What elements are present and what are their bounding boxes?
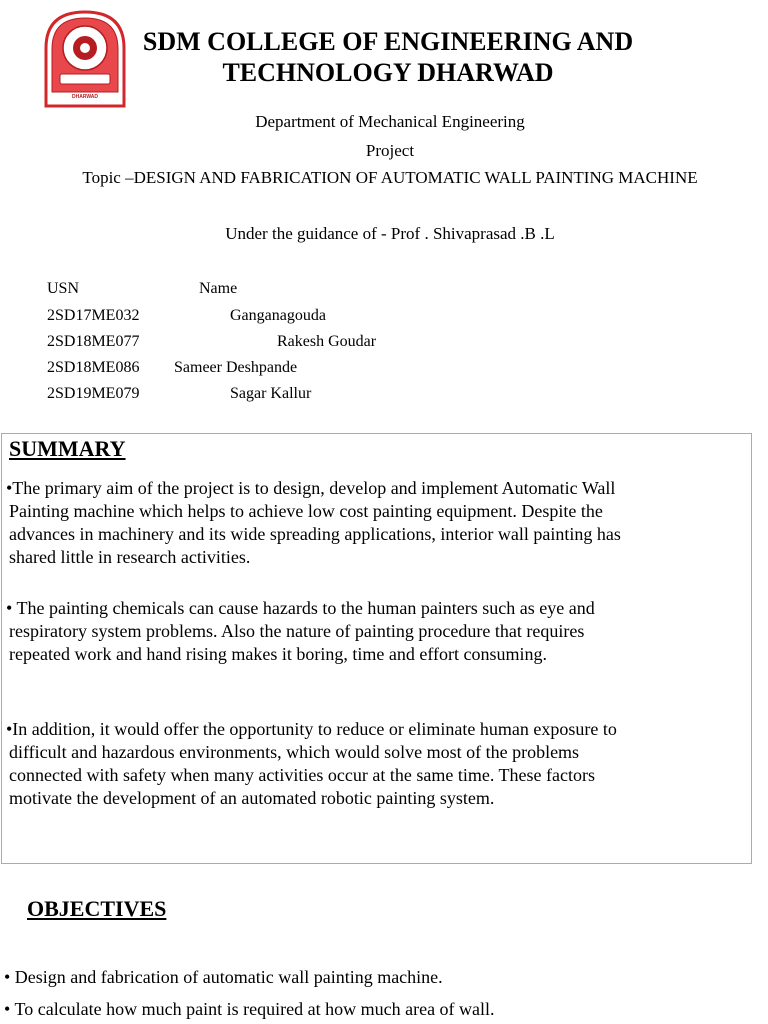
objective-item: • Design and fabrication of automatic wall painting machine. [4, 967, 443, 987]
summary-line: •The primary aim of the project is to design, develop and implement Automatic Wall [6, 478, 616, 498]
department-name: Department of Mechanical Engineering [255, 112, 525, 131]
summary-line: advances in machinery and its wide spreading applications, interior wall painting has [9, 524, 621, 544]
title-line-2: TECHNOLOGY DHARWAD [222, 58, 554, 87]
member-name: Sameer Deshpande [174, 359, 298, 376]
title-line-1: SDM COLLEGE OF ENGINEERING AND [142, 27, 634, 56]
name-header: Name [199, 280, 238, 297]
summary-line: • The painting chemicals can cause hazards to the human painters such as eye and [6, 598, 595, 618]
summary-line: difficult and hazardous environments, which would solve most of the problems [9, 742, 580, 762]
summary-line: repeated work and hand rising makes it boring, time and effort consuming. [9, 644, 548, 664]
summary-heading: SUMMARY [9, 436, 126, 461]
member-name: Rakesh Goudar [277, 333, 377, 350]
summary-line: •In addition, it would offer the opportunity to reduce or eliminate human exposure to [6, 719, 617, 739]
objectives-heading: OBJECTIVES [27, 896, 167, 921]
summary-line: motivate the development of an automated robotic painting system. [9, 788, 495, 808]
member-usn: 2SD19ME079 [47, 385, 140, 402]
project-topic: Topic –DESIGN AND FABRICATION OF AUTOMATIC WALL PAINTING MACHINE [82, 168, 698, 187]
member-usn: 2SD18ME086 [47, 359, 140, 376]
college-title [130, 26, 646, 88]
member-usn: 2SD17ME032 [47, 307, 140, 324]
member-name: Ganganagouda [230, 307, 326, 324]
guidance-line: Under the guidance of - Prof . Shivaprasad .B .L [225, 224, 555, 243]
logo-text-bottom: DHARWAD [71, 94, 99, 100]
summary-line: shared little in research activities. [9, 547, 251, 567]
summary-line: Painting machine which helps to achieve low cost painting equipment. Despite the [9, 501, 603, 521]
member-name: Sagar Kallur [230, 385, 312, 402]
member-usn: 2SD18ME077 [47, 333, 140, 350]
college-logo [42, 8, 128, 112]
summary-line: connected with safety when many activities occur at the same time. These factors [9, 765, 595, 785]
objective-item: • To calculate how much paint is required at how much area of wall. [4, 999, 495, 1019]
project-label: Project [365, 141, 415, 160]
summary-line: respiratory system problems. Also the nature of painting procedure that requires [9, 621, 585, 641]
usn-header: USN [47, 280, 80, 297]
